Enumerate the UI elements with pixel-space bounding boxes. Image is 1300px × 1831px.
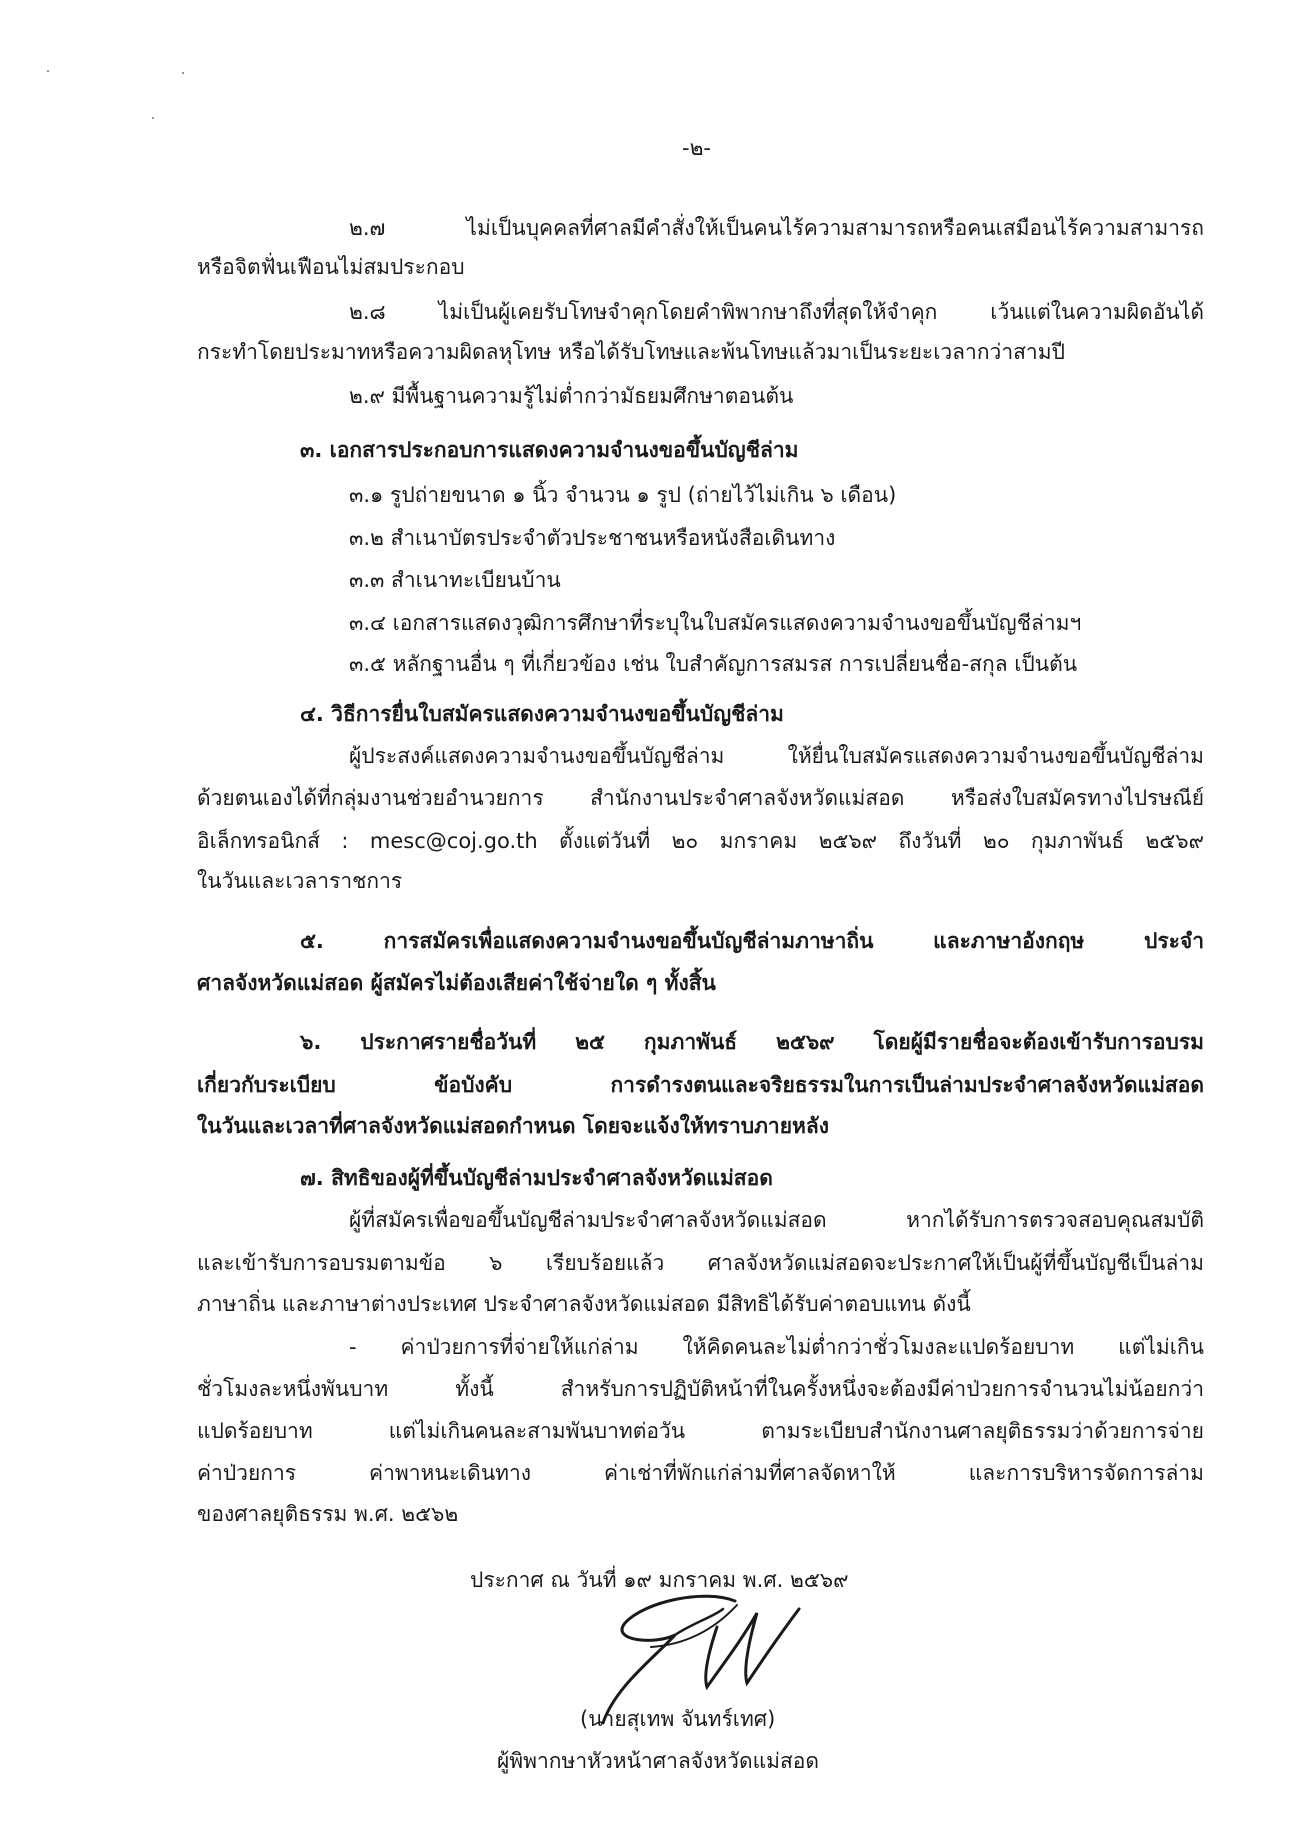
section-3-item-2: ๓.๒ สำเนาบัตรประจำตัวประชาชนหรือหนังสือเดินทาง [349,526,836,550]
clause-2-8-line-1: ๒.๘ ไม่เป็นผู้เคยรับโทษจำคุกโดยคำพิพากษาถึงที่สุดให้จำคุก เว้นแต่ในความผิดอันได้ [349,300,1204,324]
clause-2-8-line-2: กระทำโดยประมาทหรือความผิดลหุโทษ หรือได้รับโทษและพ้นโทษแล้วมาเป็นระยะเวลากว่าสามปี [197,340,1065,364]
section-6-line-3: ในวันและเวลาที่ศาลจังหวัดแม่สอดกำหนด โดยจะแจ้งให้ทราบภายหลัง [197,1114,829,1138]
section-3-item-4: ๓.๔ เอกสารแสดงวุฒิการศึกษาที่ระบุในใบสมัครแสดงความจำนงขอขึ้นบัญชีล่ามฯ [349,611,1082,635]
section-6-line-2: เกี่ยวกับระเบียบ ข้อบังคับ การดำรงตนและจริยธรรมในการเป็นล่ามประจำศาลจังหวัดแม่สอด [197,1073,1204,1097]
section-4-line-1: ผู้ประสงค์แสดงความจำนงขอขึ้นบัญชีล่าม ให้ยื่นใบสมัครแสดงความจำนงขอขึ้นบัญชีล่าม [349,744,1204,768]
section-4-line-3: อิเล็กทรอนิกส์ : mesc@coj.go.th ตั้งแต่วันที่ ๒๐ มกราคม ๒๕๖๙ ถึงวันที่ ๒๐ กุมภาพันธ์ ๒๕๖๙ [197,829,1204,853]
section-6-line-1: ๖. ประกาศรายชื่อวันที่ ๒๕ กุมภาพันธ์ ๒๕๖๙ โดยผู้มีรายชื่อจะต้องเข้ารับการอบรม [300,1030,1204,1054]
section-3-item-5: ๓.๕ หลักฐานอื่น ๆ ที่เกี่ยวข้อง เช่น ใบสำคัญการสมรส การเปลี่ยนชื่อ-สกุล เป็นต้น [349,652,1078,676]
section-7-heading: ๗. สิทธิของผู้ที่ขึ้นบัญชีล่ามประจำศาลจังหวัดแม่สอด [300,1166,773,1190]
section-3-item-3: ๓.๓ สำเนาทะเบียนบ้าน [349,568,561,592]
clause-2-7-line-2: หรือจิตฟั่นเฟือนไม่สมประกอบ [197,255,465,279]
scan-speck [47,70,49,72]
section-7-line-6: แปดร้อยบาท แต่ไม่เกินคนละสามพันบาทต่อวัน ตามระเบียบสำนักงานศาลยุติธรรมว่าด้วยการจ่าย [197,1419,1204,1443]
section-7-line-4: - ค่าป่วยการที่จ่ายให้แก่ล่าม ให้คิดคนละไม่ต่ำกว่าชั่วโมงละแปดร้อยบาท แต่ไม่เกิน [349,1335,1204,1359]
clause-2-9: ๒.๙ มีพื้นฐานความรู้ไม่ต่ำกว่ามัธยมศึกษาตอนต้น [349,384,794,408]
scan-speck [152,117,154,119]
clause-2-7-line-1: ๒.๗ ไม่เป็นบุคคลที่ศาลมีคำสั่งให้เป็นคนไร้ความสามารถหรือคนเสมือนไร้ความสามารถ [349,216,1204,240]
announcement-date: ประกาศ ณ วันที่ ๑๙ มกราคม พ.ศ. ๒๕๖๙ [470,1568,849,1592]
section-4-line-4: ในวันและเวลาราชการ [197,869,403,893]
section-7-line-8: ของศาลยุติธรรม พ.ศ. ๒๕๖๒ [197,1502,459,1526]
section-5-line-2: ศาลจังหวัดแม่สอด ผู้สมัครไม่ต้องเสียค่าใช้จ่ายใด ๆ ทั้งสิ้น [197,971,716,995]
section-4-heading: ๔. วิธีการยื่นใบสมัครแสดงความจำนงขอขึ้นบัญชีล่าม [300,702,784,726]
section-7-line-2: และเข้ารับการอบรมตามข้อ ๖ เรียบร้อยแล้ว ศาลจังหวัดแม่สอดจะประกาศให้เป็นผู้ที่ขึ้นบัญชีเป็นล่าม [197,1251,1204,1275]
section-7-line-3: ภาษาถิ่น และภาษาต่างประเทศ ประจำศาลจังหวัดแม่สอด มีสิทธิได้รับค่าตอบแทน ดังนี้ [197,1292,971,1316]
section-3-heading: ๓. เอกสารประกอบการแสดงความจำนงขอขึ้นบัญชีล่าม [300,438,799,462]
section-7-line-5: ชั่วโมงละหนึ่งพันบาท ทั้งนี้ สำหรับการปฏิบัติหน้าที่ในครั้งหนึ่งจะต้องมีค่าป่วยการจำนวนไม่น้อยกว่า [197,1377,1204,1401]
signatory-name: (นายสุเทพ จันทร์เทศ) [580,1707,776,1731]
scan-speck [182,72,184,74]
page-number: -๒- [682,136,711,160]
section-7-line-7: ค่าป่วยการ ค่าพาหนะเดินทาง ค่าเช่าที่พักแก่ล่ามที่ศาลจัดหาให้ และการบริหารจัดการล่าม [197,1461,1204,1485]
signatory-position: ผู้พิพากษาหัวหน้าศาลจังหวัดแม่สอด [497,1749,820,1773]
section-5-line-1: ๕. การสมัครเพื่อแสดงความจำนงขอขึ้นบัญชีล่ามภาษาถิ่น และภาษาอังกฤษ ประจำ [300,929,1204,953]
section-4-line-2: ด้วยตนเองได้ที่กลุ่มงานช่วยอำนวยการ สำนักงานประจำศาลจังหวัดแม่สอด หรือส่งใบสมัครทางไปรษณีย์ [197,786,1204,810]
section-3-item-1: ๓.๑ รูปถ่ายขนาด ๑ นิ้ว จำนวน ๑ รูป (ถ่ายไว้ไม่เกิน ๖ เดือน) [349,483,897,507]
section-7-line-1: ผู้ที่สมัครเพื่อขอขึ้นบัญชีล่ามประจำศาลจังหวัดแม่สอด หากได้รับการตรวจสอบคุณสมบัติ [349,1208,1204,1232]
